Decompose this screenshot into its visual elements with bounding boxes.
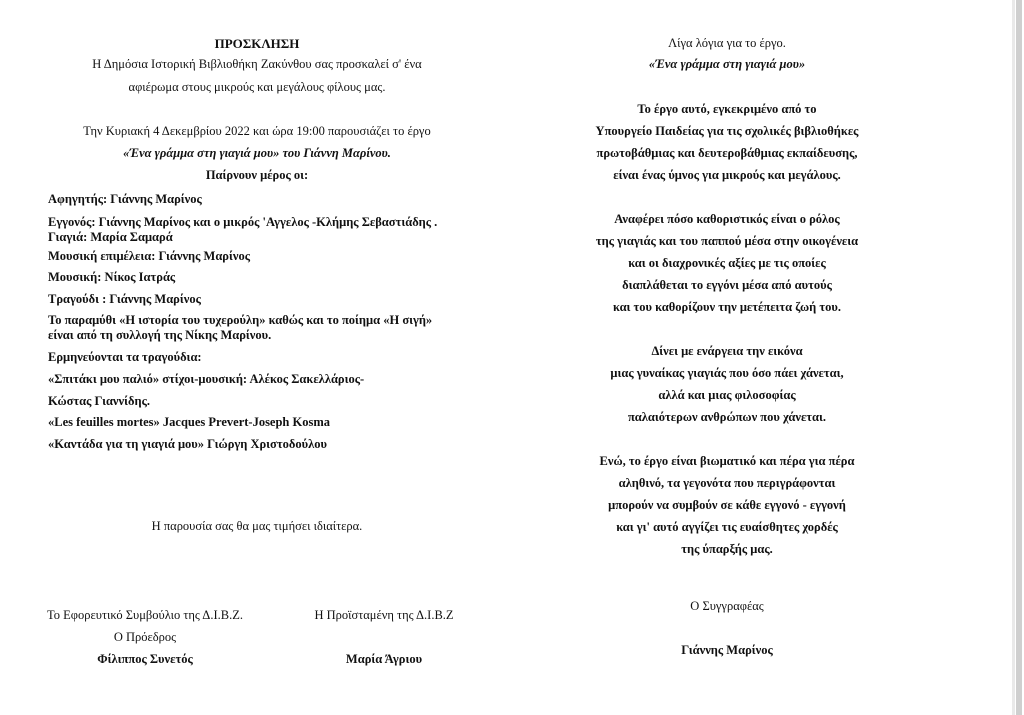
song-1-line-1: «Σπιτάκι μου παλιό» στίχοι-μουσική: Αλέκος Σακελλάριος- — [48, 372, 365, 386]
paragraph-1-line-4: είναι ένας ύμνος για μικρούς και μεγάλους. — [613, 168, 841, 182]
song-2: «Les feuilles mortes» Jacques Prevert-Joseph Kosma — [48, 415, 331, 429]
author-label: Ο Συγγραφέας — [690, 599, 764, 613]
credit-music-editor: Μουσική επιμέλεια: Γιάννης Μαρίνος — [48, 249, 250, 263]
signature-head-name: Μαρία Άγριου — [345, 652, 423, 666]
paragraph-2-line-4: διαπλάθεται το εγγόνι μέσα από αυτούς — [622, 278, 832, 292]
paragraph-4-line-1: Ενώ, το έργο είναι βιωματικό και πέρα για πέρα — [599, 454, 855, 468]
intro-line-1: Η Δημόσια Ιστορική Βιβλιοθήκη Ζακύνθου σας προσκαλεί σ' ένα — [92, 57, 422, 71]
credit-song: Τραγούδι : Γιάννης Μαρίνος — [48, 292, 201, 306]
event-date-line: Την Κυριακή 4 Δεκεμβρίου 2022 και ώρα 19:00 παρουσιάζει το έργο — [83, 124, 431, 138]
song-1-line-2: Κώστας Γιαννίδης. — [48, 394, 150, 408]
credit-fairytale-1: Το παραμύθι «Η ιστορία του τυχερούλη» καθώς και το ποίημα «Η σιγή» — [48, 313, 433, 327]
credit-narrator: Αφηγητής: Γιάννης Μαρίνος — [48, 192, 202, 206]
credit-grandson: Εγγονός: Γιάννης Μαρίνος και ο μικρός 'Αγγελος -Κλήμης Σεβαστιάδης . — [48, 215, 438, 229]
intro-line-2: αφιέρωμα στους μικρούς και μεγάλους φίλους μας. — [128, 80, 386, 94]
paragraph-2-line-3: και οι διαχρονικές αξίες με τις οποίες — [628, 256, 826, 270]
paragraph-4-line-3: μπορούν να συμβούν σε κάθε εγγονό - εγγονή — [608, 498, 846, 512]
songs-heading: Ερμηνεύονται τα τραγούδια: — [48, 350, 202, 364]
about-heading: Λίγα λόγια για το έργο. — [668, 36, 786, 50]
paragraph-2-line-5: και του καθορίζουν την μετέπειτα ζωή του. — [612, 300, 842, 314]
credit-grandmother: Γιαγιά: Μαρία Σαμαρά — [48, 230, 173, 244]
paragraph-3-line-1: Δίνει με ενάργεια την εικόνα — [651, 344, 803, 358]
paragraph-4-line-4: και γι' αυτό αγγίζει τις ευαίσθητες χορδές — [616, 520, 838, 534]
paragraph-1-line-2: Υπουργείο Παιδείας για τις σχολικές βιβλιοθήκες — [595, 124, 859, 138]
paragraph-2-line-1: Αναφέρει πόσο καθοριστικός είναι ο ρόλος — [614, 212, 840, 226]
invitation-title: ΠΡΟΣΚΛΗΣΗ — [214, 36, 300, 51]
signature-board-org: Το Εφορευτικό Συμβούλιο της Δ.Ι.Β.Ζ. — [47, 608, 243, 622]
credit-fairytale-2: είναι από τη συλλογή της Νίκης Μαρίνου. — [48, 328, 272, 342]
paragraph-3-line-3: αλλά και μιας φιλοσοφίας — [658, 388, 796, 402]
page-fold — [1016, 0, 1022, 715]
participants-heading: Παίρνουν μέρος οι: — [205, 168, 309, 182]
credit-music: Μουσική: Νίκος Ιατράς — [48, 270, 176, 284]
song-3: «Καντάδα για τη γιαγιά μου» Γιώργη Χριστοδούλου — [48, 437, 327, 451]
paragraph-1-line-3: πρωτοβάθμιας και δευτεροβάθμιας εκπαίδευσης, — [596, 146, 858, 160]
page-fold-shadow — [1012, 0, 1015, 715]
about-work-title: «Ένα γράμμα στη γιαγιά μου» — [648, 57, 806, 71]
paragraph-3-line-2: μιας γυναίκας γιαγιάς που όσο πάει χάνεται, — [610, 366, 844, 380]
signature-head-org: Η Προϊσταμένη της Δ.Ι.Β.Ζ — [314, 608, 454, 622]
work-title-line: «Ένα γράμμα στη γιαγιά μου» του Γιάννη Μαρίνου. — [123, 146, 391, 160]
author-name: Γιάννης Μαρίνος — [681, 643, 773, 657]
paragraph-4-line-5: της ύπαρξής μας. — [681, 542, 773, 556]
paragraph-3-line-4: παλαιότερων ανθρώπων που χάνεται. — [627, 410, 827, 424]
paragraph-2-line-2: της γιαγιάς και του παππού μέσα στην οικογένεια — [595, 234, 859, 248]
paragraph-4-line-2: αληθινό, τα γεγονότα που περιγράφονται — [618, 476, 836, 490]
paragraph-1-line-1: Το έργο αυτό, εγκεκριμένο από το — [637, 102, 817, 116]
signature-board-name: Φίλιππος Συνετός — [97, 652, 193, 666]
closing-line: Η παρουσία σας θα μας τιμήσει ιδιαίτερα. — [151, 519, 363, 533]
signature-board-role: Ο Πρόεδρος — [113, 630, 177, 644]
